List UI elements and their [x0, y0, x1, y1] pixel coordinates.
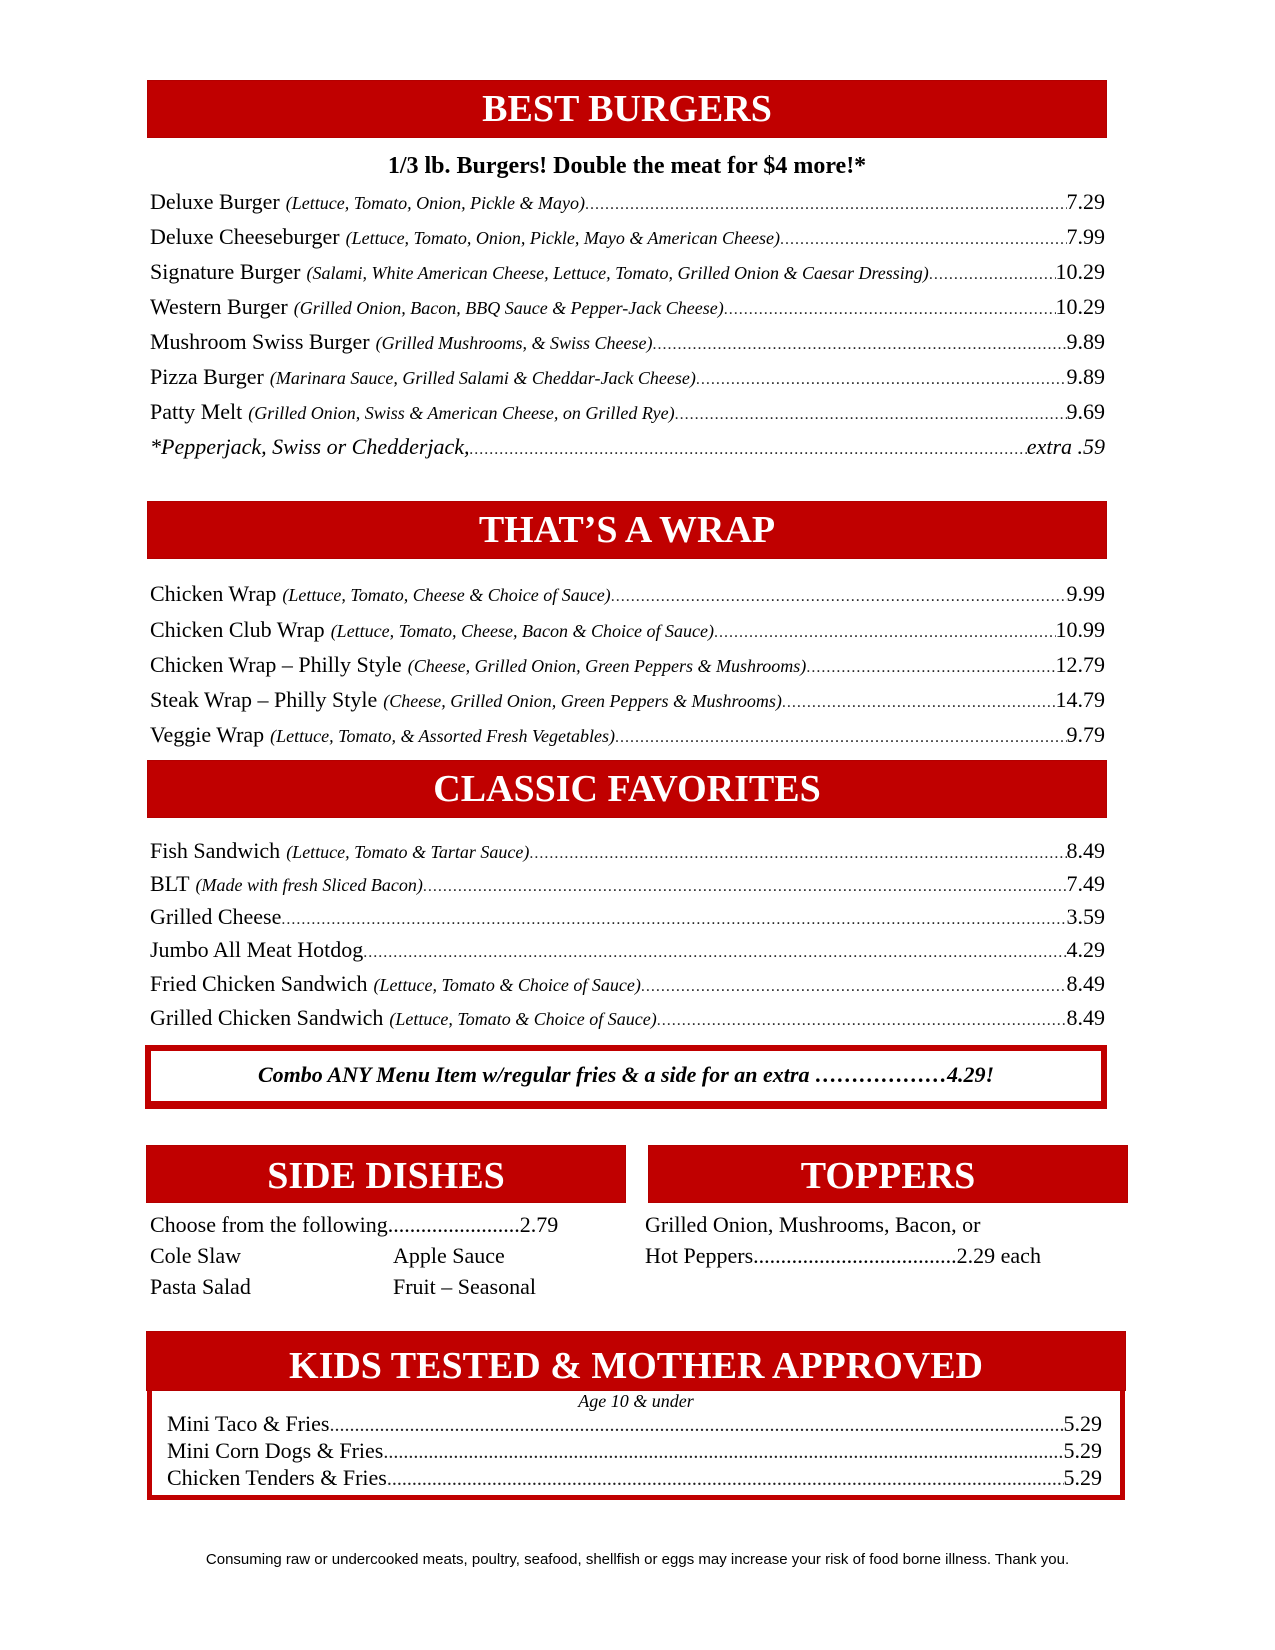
item-price: 9.99 [1066, 581, 1105, 606]
item-desc: (Lettuce, Tomato, Cheese, Bacon & Choice of Sauce) [330, 621, 714, 641]
item-price: 10.29 [1055, 294, 1105, 319]
leader-dots [724, 295, 1056, 322]
kids-section [147, 1332, 1125, 1500]
toppers-line: Grilled Onion, Mushrooms, Bacon, or [645, 1212, 981, 1237]
item-desc: (Marinara Sauce, Grilled Salami & Cheddar-Jack Cheese) [269, 368, 696, 388]
item-desc: (Cheese, Grilled Onion, Green Peppers & Mushrooms) [383, 691, 782, 711]
menu-item [150, 362, 1105, 392]
item-name: Signature Burger [150, 259, 301, 284]
classics-title: CLASSIC FAVORITES [433, 768, 821, 810]
item-name: Mini Corn Dogs & Fries [167, 1438, 384, 1463]
leader-dots [611, 582, 1067, 609]
item-price: 9.89 [1066, 364, 1105, 389]
toppers-price-line: Hot Peppers.....................................2.29 each [645, 1243, 1041, 1268]
side-option: Apple Sauce [393, 1243, 505, 1268]
item-desc: (Cheese, Grilled Onion, Green Peppers & Mushrooms) [407, 656, 807, 676]
leader-dots [387, 1466, 1064, 1491]
item-price: 7.49 [1066, 871, 1105, 896]
item-desc: (Made with fresh Sliced Bacon) [195, 875, 423, 895]
wraps-title: THAT’S A WRAP [478, 509, 776, 551]
item-price: 5.29 [1063, 1411, 1102, 1436]
menu-item [150, 187, 1105, 217]
side-dishes-header [147, 1146, 625, 1202]
toppers-header [649, 1146, 1127, 1202]
item-name: Mini Taco & Fries [167, 1411, 330, 1436]
item-desc: (Grilled Onion, Bacon, BBQ Sauce & Pepper-Jack Cheese) [293, 298, 724, 318]
kids-item [167, 1464, 1102, 1491]
leader-dots [657, 1006, 1067, 1033]
item-name: *Pepperjack, Swiss or Chedderjack, [150, 434, 470, 459]
menu-item [150, 292, 1105, 322]
item-name: Patty Melt [150, 399, 243, 424]
item-price: 5.29 [1063, 1465, 1102, 1490]
best-burgers-header [148, 81, 1106, 137]
item-name: Mushroom Swiss Burger [150, 329, 370, 354]
item-name: Chicken Wrap [150, 581, 277, 606]
leader-dots [529, 839, 1066, 866]
item-desc: (Lettuce, Tomato & Choice of Sauce) [389, 1009, 657, 1029]
menu-item [150, 836, 1105, 866]
item-name: Deluxe Burger [150, 189, 280, 214]
leader-dots [806, 653, 1055, 680]
leader-dots [585, 190, 1066, 217]
footer-disclaimer: Consuming raw or undercooked meats, poultry, seafood, shellfish or eggs may increase your risk of food borne illness. Thank you. [205, 1551, 1070, 1568]
item-name: Grilled Chicken Sandwich [150, 1005, 384, 1030]
menu-item [150, 579, 1105, 609]
leader-dots [782, 688, 1056, 715]
cheese-extra-row [150, 432, 1105, 462]
sides-intro: Choose from the following........................2.79 [150, 1212, 559, 1237]
item-desc: (Lettuce, Tomato, & Assorted Fresh Vegetables) [270, 726, 615, 746]
menu-item [150, 397, 1105, 427]
kids-header [147, 1332, 1125, 1390]
item-price: 10.99 [1055, 617, 1105, 642]
item-name: Deluxe Cheeseburger [150, 224, 340, 249]
leader-dots [696, 365, 1067, 392]
item-price: 9.69 [1066, 399, 1105, 424]
kids-item [167, 1410, 1102, 1437]
item-name: Fish Sandwich [150, 838, 281, 863]
item-desc: (Grilled Mushrooms, & Swiss Cheese) [375, 333, 653, 353]
wraps-header [148, 502, 1106, 558]
item-name: Veggie Wrap [150, 722, 265, 747]
leader-dots [714, 618, 1056, 645]
leader-dots [383, 1439, 1063, 1464]
side-dishes-title: SIDE DISHES [267, 1155, 505, 1197]
item-price: 10.29 [1055, 259, 1105, 284]
item-price: extra .59 [1026, 434, 1105, 459]
menu-item [150, 869, 1105, 899]
menu-item [150, 257, 1105, 287]
item-price: 8.49 [1066, 838, 1105, 863]
leader-dots [281, 905, 1066, 932]
menu-item [150, 1003, 1105, 1033]
item-name: BLT [150, 871, 190, 896]
best-burgers-title: BEST BURGERS [482, 88, 772, 130]
item-desc: (Lettuce, Tomato, Onion, Pickle & Mayo) [285, 193, 586, 213]
item-name: Fried Chicken Sandwich [150, 971, 368, 996]
combo-box [145, 1045, 1107, 1109]
item-desc: (Lettuce, Tomato, Onion, Pickle, Mayo & American Cheese) [345, 228, 780, 248]
menu-item [150, 222, 1105, 252]
item-desc: (Lettuce, Tomato & Choice of Sauce) [373, 975, 641, 995]
item-price: 3.59 [1066, 904, 1105, 929]
item-name: Steak Wrap – Philly Style [150, 687, 378, 712]
item-price: 14.79 [1055, 687, 1105, 712]
item-price: 9.79 [1066, 722, 1105, 747]
toppers-title: TOPPERS [800, 1155, 976, 1197]
classics-header [148, 761, 1106, 817]
menu-item [150, 650, 1105, 680]
leader-dots [675, 400, 1067, 427]
side-option: Cole Slaw [150, 1243, 242, 1268]
menu-item [150, 902, 1105, 932]
item-price: 7.99 [1066, 224, 1105, 249]
kids-age-note: Age 10 & under [578, 1391, 694, 1411]
menu-item [150, 935, 1105, 965]
combo-text: Combo ANY Menu Item w/regular fries & a side for an extra ………………4.29! [257, 1062, 995, 1087]
leader-dots [652, 330, 1066, 357]
item-price: 8.49 [1066, 1005, 1105, 1030]
leader-dots [363, 938, 1066, 965]
item-name: Grilled Cheese [150, 904, 282, 929]
item-price: 8.49 [1066, 971, 1105, 996]
item-price: 5.29 [1063, 1438, 1102, 1463]
item-name: Chicken Club Wrap [150, 617, 325, 642]
leader-dots [470, 435, 1027, 462]
item-desc: (Salami, White American Cheese, Lettuce, Tomato, Grilled Onion & Caesar Dressing) [306, 263, 929, 283]
item-price: 4.29 [1066, 937, 1105, 962]
side-option: Fruit – Seasonal [393, 1274, 536, 1299]
kids-item [167, 1437, 1102, 1464]
menu-item [150, 685, 1105, 715]
item-name: Western Burger [150, 294, 288, 319]
item-desc: (Lettuce, Tomato & Tartar Sauce) [286, 842, 530, 862]
item-desc: (Lettuce, Tomato, Cheese & Choice of Sauce) [282, 585, 611, 605]
item-name: Chicken Wrap – Philly Style [150, 652, 402, 677]
item-name: Jumbo All Meat Hotdog [150, 937, 364, 962]
menu-item [150, 969, 1105, 999]
side-option: Pasta Salad [150, 1274, 251, 1299]
item-price: 12.79 [1055, 652, 1105, 677]
leader-dots [329, 1412, 1063, 1437]
item-desc: (Grilled Onion, Swiss & American Cheese, on Grilled Rye) [248, 403, 675, 423]
burgers-subtitle: 1/3 lb. Burgers! Double the meat for $4 more!* [387, 153, 867, 179]
item-price: 9.89 [1066, 329, 1105, 354]
leader-dots [929, 260, 1056, 287]
menu-item [150, 615, 1105, 645]
leader-dots [423, 872, 1067, 899]
leader-dots [641, 972, 1067, 999]
menu-item [150, 720, 1105, 750]
leader-dots [615, 723, 1067, 750]
kids-title: KIDS TESTED & MOTHER APPROVED [289, 1345, 983, 1387]
item-name: Pizza Burger [150, 364, 264, 389]
item-price: 7.29 [1066, 189, 1105, 214]
leader-dots [780, 225, 1067, 252]
menu-item [150, 327, 1105, 357]
item-name: Chicken Tenders & Fries [167, 1465, 387, 1490]
